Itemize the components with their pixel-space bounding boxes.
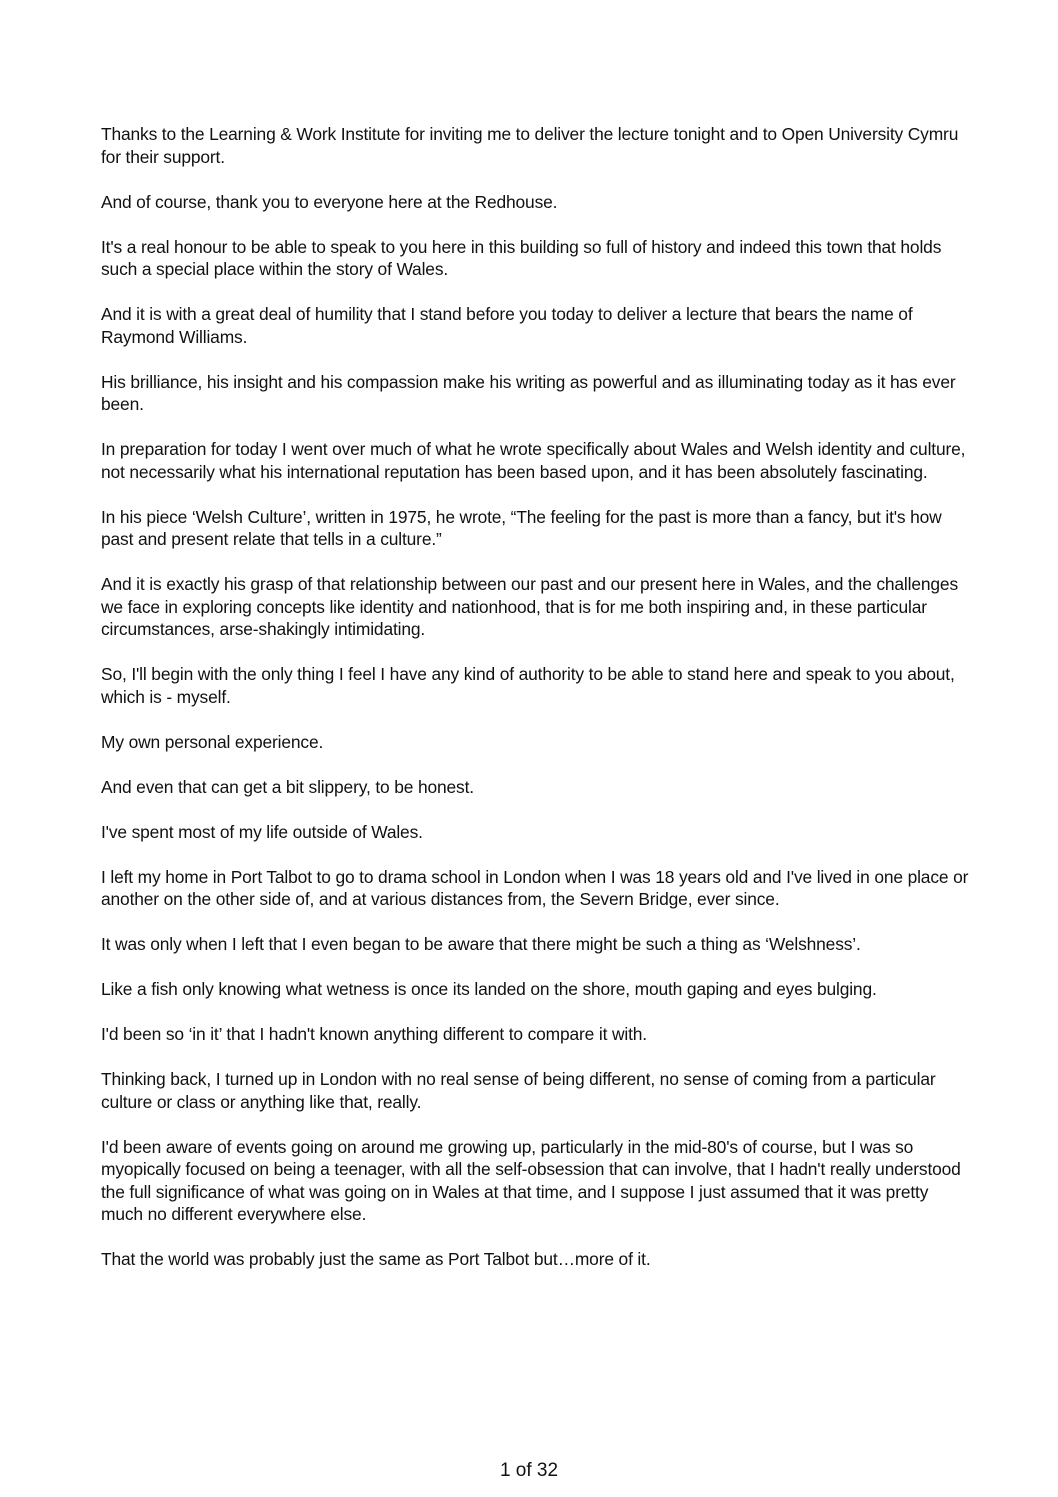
paragraph: And of course, thank you to everyone here at the Redhouse. <box>101 191 558 212</box>
paragraph: It's a real honour to be able to speak to you here in this building so full of history and indeed this town that holds such a special place within the story of Wales. <box>101 236 942 279</box>
paragraph: And it is exactly his grasp of that relationship between our past and our present here in Wales, and the challenges we face in exploring concepts like identity and nationhood, that is for me both inspiring and, in these particular circumstances, arse-shakingly intimidating. <box>101 574 958 639</box>
paragraph: My own personal experience. <box>101 731 324 752</box>
paragraph: And even that can get a bit slippery, to be honest. <box>101 776 474 797</box>
paragraph: Like a fish only knowing what wetness is once its landed on the shore, mouth gaping and eyes bulging. <box>101 979 877 999</box>
paragraph: It was only when I left that I even began to be aware that there might be such a thing as ‘Welshness’. <box>101 934 861 954</box>
paragraph: Thanks to the Learning & Work Institute for inviting me to deliver the lecture tonight and to Open University Cymru for their support. <box>101 124 959 167</box>
paragraph: That the world was probably just the same as Port Talbot but…more of it. <box>101 1249 651 1269</box>
paragraph: So, I'll begin with the only thing I feel I have any kind of authority to be able to stand here and speak to you about, which is - myself. <box>101 664 955 707</box>
paragraph: I'd been aware of events going on around me growing up, particularly in the mid-80's of course, but I was so myopically focused on being a teenager, with all the self-obsession that can involve, that I hadn't really understood the full significance of what was going on in Wales at that time, and I suppose I just assumed that it was pretty much no different everywhere else. <box>101 1136 961 1224</box>
paragraph: I'd been so ‘in it’ that I hadn't known anything different to compare it with. <box>101 1024 647 1044</box>
page-number: 1 of 32 <box>499 1460 559 1481</box>
paragraph: Thinking back, I turned up in London with no real sense of being different, no sense of coming from a particular culture or class or anything like that, really. <box>101 1069 936 1112</box>
paragraph: And it is with a great deal of humility that I stand before you today to deliver a lecture that bears the name of Raymond Williams. <box>101 304 913 347</box>
paragraph: I left my home in Port Talbot to go to drama school in London when I was 18 years old and I've lived in one place or another on the other side of, and at various distances from, the Severn Bridge, ever since. <box>101 866 969 909</box>
paragraph: His brilliance, his insight and his compassion make his writing as powerful and as illuminating today as it has ever been. <box>101 371 956 414</box>
paragraph: In preparation for today I went over much of what he wrote specifically about Wales and Welsh identity and culture, not necessarily what his international reputation has been based upon, and it has been absolutely fascinating. <box>101 439 966 482</box>
paragraph: I've spent most of my life outside of Wales. <box>101 821 423 842</box>
document-body <box>101 123 971 1293</box>
paragraph: In his piece ‘Welsh Culture’, written in 1975, he wrote, “The feeling for the past is more than a fancy, but it's how past and present relate that tells in a culture.” <box>101 506 942 549</box>
